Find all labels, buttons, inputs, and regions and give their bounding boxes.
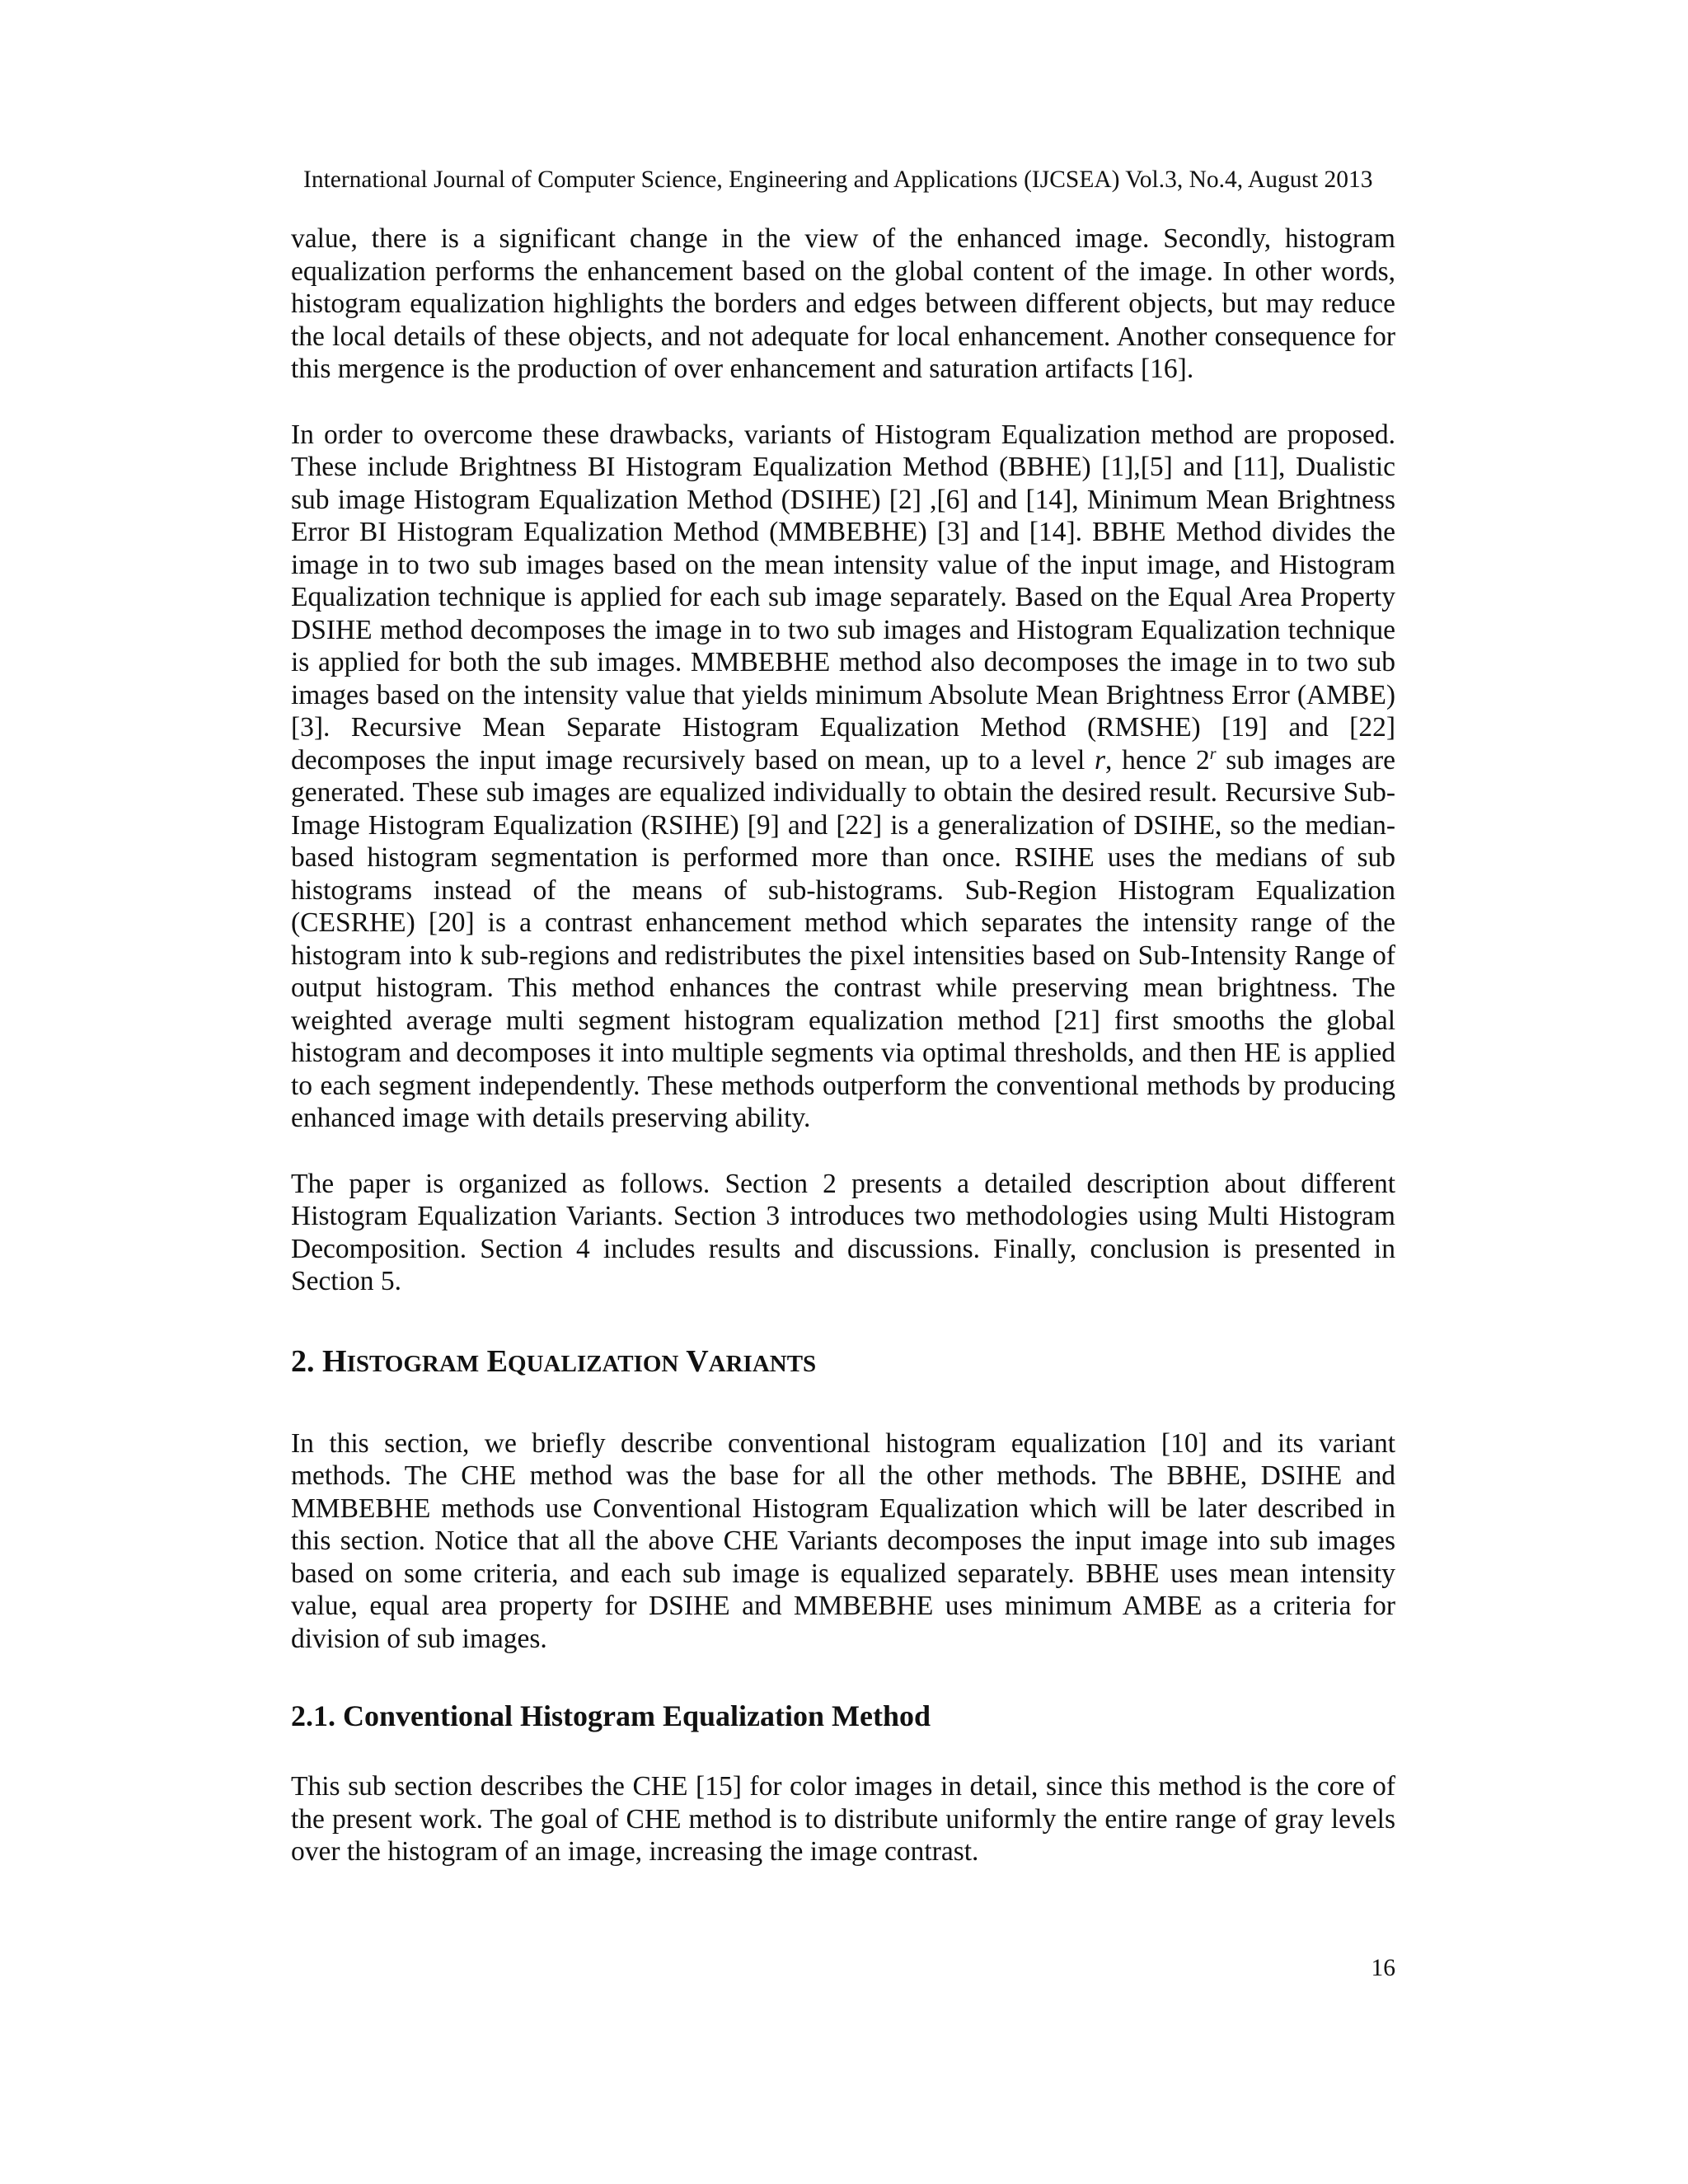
heading-cap: V: [686, 1343, 709, 1379]
paragraph-gap: [291, 386, 1395, 419]
heading-cap: E: [486, 1343, 509, 1379]
paragraph-4: In this section, we briefly describe conventional histogram equalization [10] and its variant methods. The CHE method was the base for all the other methods. The BBHE, DSIHE and MMBEBHE methods use Conventional Histogram Equalization which will be later described in this section. Notice that all the above CHE Variants decomposes the input image into sub images based on some criteria, and each sub image is equalized separately. BBHE uses mean intensity value, equal area property for DSIHE and MMBEBHE uses minimum AMBE as a criteria for division of sub images.: [291, 1427, 1395, 1654]
section-gap: [291, 1383, 1395, 1427]
paragraph-5: This sub section describes the CHE [15] for color images in detail, since this method is the core of the present work. The goal of CHE method is to distribute uniformly the entire range of gray levels over the histogram of an image, increasing the image contrast.: [291, 1771, 1395, 1867]
page-number: 16: [1371, 1955, 1395, 1981]
subsection-heading-2-1: 2.1. Conventional Histogram Equalization Method: [291, 1699, 931, 1732]
section-gap: [291, 1734, 1395, 1770]
heading-smallcaps: ISTOGRAM: [346, 1350, 480, 1377]
body-text: [291, 223, 1395, 1868]
section-gap: [291, 1298, 1395, 1343]
section-gap: [291, 1655, 1395, 1698]
section-number: 2.: [291, 1343, 322, 1379]
heading-smallcaps: QUALIZATION: [508, 1350, 679, 1377]
paragraph-2-part-a: In order to overcome these drawbacks, variants of Histogram Equalization method are proposed. These include Brightness BI Histogram Equalization Method (BBHE) [1],[5] and [11], Dualistic sub image Histogram Equalization Method (DSIHE) [2] ,[6] and [14], Minimum Mean Brightness Error BI Histogram Equalization Method (MMBEBHE) [3] and [14]. BBHE Method divides the image in to two sub images based on the mean intensity value of the input image, and Histogram Equalization technique is applied for each sub image separately. Based on the Equal Area Property DSIHE method decomposes the image in to two sub images and Histogram Equalization technique is applied for both the sub images. MMBEBHE method also decomposes the image in to two sub images based on the intensity value that yields minimum Absolute Mean Brightness Error (AMBE) [3]. Recursive Mean Separate Histogram Equalization Method (RMSHE) [19] and [22] decomposes the input image recursively based on mean, up to a level: [291, 419, 1395, 776]
paragraph-2: [291, 419, 1395, 1135]
section-heading-2: [291, 1343, 1395, 1383]
exponent-r: r: [1209, 744, 1217, 763]
variable-r: r: [1095, 744, 1106, 776]
paragraph-gap: [291, 1135, 1395, 1168]
paragraph-1: value, there is a significant change in the view of the enhanced image. Secondly, histogram equalization performs the enhancement based on the global content of the image. In other words, histogram equalization highlights the borders and edges between different objects, but may reduce the local details of these objects, and not adequate for local enhancement. Another consequence for this mergence is the production of over enhancement and saturation artifacts [16].: [291, 223, 1395, 384]
heading-smallcaps: ARIANTS: [708, 1350, 817, 1377]
running-header: International Journal of Computer Science, Engineering and Applications (IJCSEA) Vol.3, No.4, August 2013: [303, 166, 1373, 193]
paragraph-2-part-c: sub images are generated. These sub images are equalized individually to obtain the desired result. Recursive Sub-Image Histogram Equalization (RSIHE) [9] and [22] is a generalization of DSIHE, so the median-based histogram segmentation is performed more than once. RSIHE uses the medians of sub histograms instead of the means of sub-histograms. Sub-Region Histogram Equalization (CESRHE) [20] is a contrast enhancement method which separates the intensity range of the histogram into k sub-regions and redistributes the pixel intensities based on Sub-Intensity Range of output histogram. This method enhances the contrast while preserving mean brightness. The weighted average multi segment histogram equalization method [21] first smooths the global histogram and decomposes it into multiple segments via optimal thresholds, and then HE is applied to each segment independently. These methods outperform the conventional methods by producing enhanced image with details preserving ability.: [291, 744, 1396, 1133]
paragraph-2-part-b: , hence 2: [1105, 744, 1210, 776]
heading-cap: H: [322, 1343, 347, 1379]
paragraph-3: The paper is organized as follows. Section 2 presents a detailed description about different Histogram Equalization Variants. Section 3 introduces two methodologies using Multi Histogram Decomposition. Section 4 includes results and discussions. Finally, conclusion is presented in Section 5.: [291, 1168, 1395, 1296]
